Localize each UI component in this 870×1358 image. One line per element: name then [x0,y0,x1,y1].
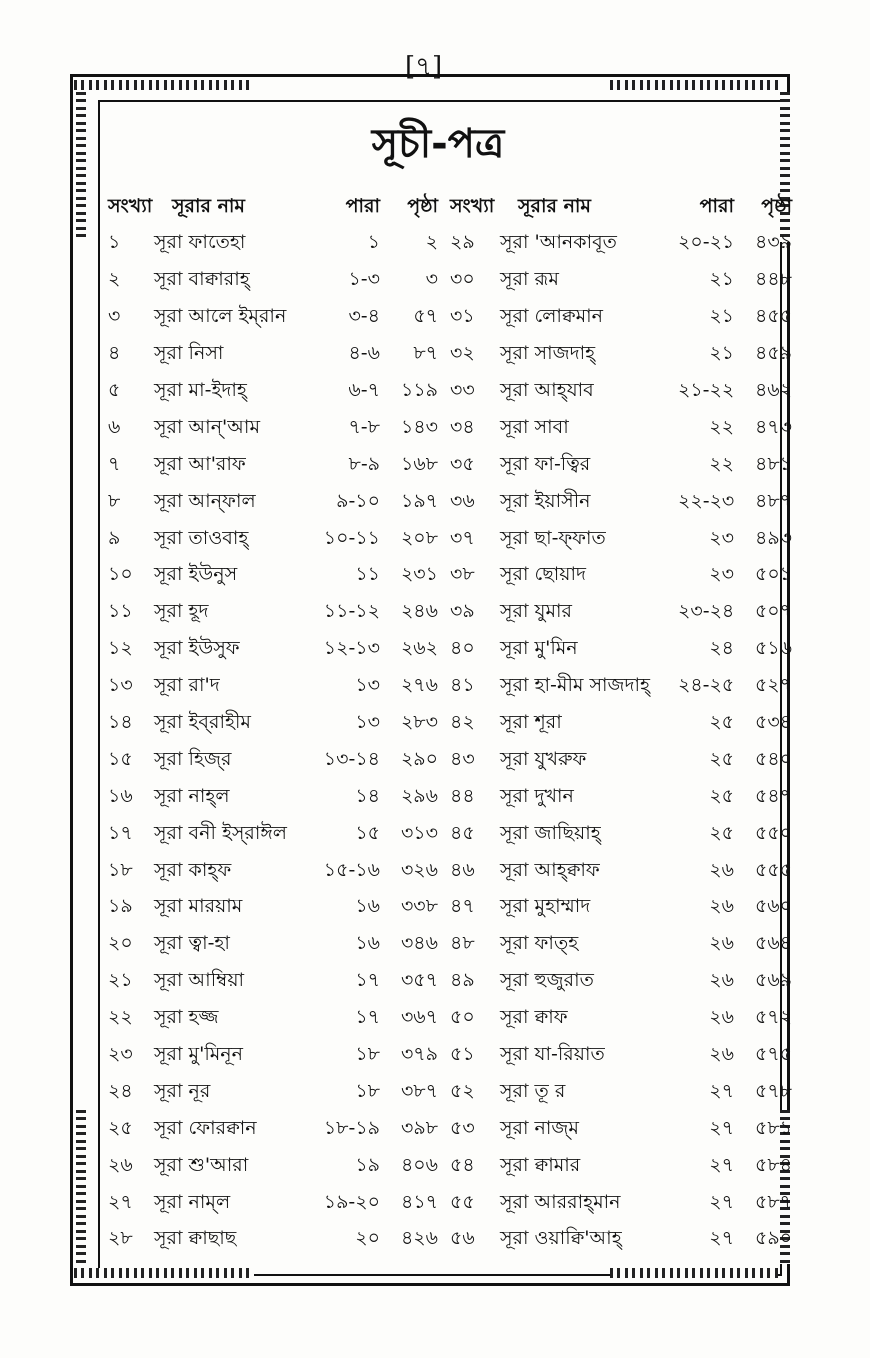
page-value: ৫৬৪ [754,932,792,955]
surah-number: ২৬ [108,1153,133,1176]
surah-name: সূরা হা-মীম সাজদাহ্ [500,674,651,697]
page-value: ৩১৩ [400,821,438,844]
surah-number: ৫৬ [450,1227,475,1250]
surah-name: সূরা ফাতেহা [154,231,246,254]
page-value: ৫৩৪ [754,711,792,734]
surah-name: সূরা ক্বাফ [500,1006,568,1029]
surah-name: সূরা দুখান [500,784,574,807]
surah-number: ১৯ [108,895,133,918]
surah-number: ১৬ [108,784,133,807]
para-value: ২১-২২ [678,379,735,401]
para-value: ১৭ [355,1006,380,1029]
surah-name: সূরা ক্বাছাছ [154,1227,237,1250]
para-value: ১৩ [355,711,380,734]
para-value: ৯-১০ [336,489,380,512]
surah-name: সূরা শূরা [500,711,562,734]
table-row [104,1148,792,1185]
para-value: ১৫ [355,821,380,844]
para-value: ১১ [355,563,380,586]
page-value: ৫৭৮ [754,1079,792,1102]
surah-number: ১৮ [108,858,133,881]
surah-name: সূরা ছা-ফ্‌ফাত [500,526,606,549]
surah-number: ১০ [108,563,133,586]
decorative-border-bottom-right [610,1268,778,1278]
surah-number: ৯ [108,526,121,549]
para-value: ৮-৯ [348,452,380,475]
page-value: ৪৫৫ [755,305,792,328]
page-value: ২৭৬ [400,674,438,697]
para-value: ১৬ [355,932,380,955]
para-value: ২৬ [709,969,734,992]
page-value: ৫৬৯ [754,969,792,992]
header-para: পারা [699,195,734,217]
surah-name: সূরা মা-ইদাহ্ [154,379,247,401]
header-number: সংখ্যা [450,195,495,217]
decorative-border-top-left [74,80,254,90]
page-value: ৪৭৩ [754,415,792,438]
page-value: ৫৯০ [754,1227,792,1250]
surah-number: ৫৫ [450,1190,475,1213]
header-para: পারা [345,195,380,217]
page-value: ৫৫০ [754,821,792,844]
para-value: ২৫ [709,747,734,770]
surah-number: ৪৫ [450,821,475,844]
header-surah-name: সূরার নাম [518,195,591,217]
surah-number: ৩৩ [450,379,475,401]
page-value: ৪৬২ [754,379,792,401]
table-row [104,779,792,816]
surah-name: সূরা আম্বিয়া [154,969,245,992]
table-row [104,706,792,743]
para-value: ১১-১২ [323,600,380,623]
surah-name: সূরা লোক্বমান [500,305,603,328]
surah-number: ২১ [108,969,133,992]
page-value: ২৯৬ [400,784,438,807]
page-value: ৪৫৯ [755,342,792,365]
surah-name: সূরা সাজদাহ্ [500,342,596,365]
para-value: ২৭ [709,1116,734,1139]
surah-number: ১৭ [108,821,133,844]
surah-name: সূরা কাহ্‌ফ [154,858,232,881]
para-value: ২৫ [709,784,734,807]
table-header-row [104,190,792,226]
page-value: ৫৭২ [754,1006,792,1029]
table-row [104,816,792,853]
surah-name: সূরা সাবা [500,415,569,438]
surah-number: ২৪ [108,1079,133,1102]
surah-name: সূরা আ'রাফ [154,452,246,475]
para-value: ২০ [355,1227,380,1250]
surah-name: সূরা আহ্‌যাব [500,379,594,401]
surah-number: ২৫ [108,1116,133,1139]
surah-number: ১৫ [108,747,133,770]
para-value: ৩-৪ [348,305,380,328]
surah-number: ২৮ [108,1227,133,1250]
page-value: ৩৮৭ [400,1079,438,1102]
table-row [104,521,792,558]
page-value: ৫৭৫ [754,1043,792,1066]
surah-number: ৬ [108,415,121,438]
surah-name: সূরা হুজুরাত [500,969,594,992]
para-value: ২৫ [709,711,734,734]
surah-number: ৫২ [450,1079,475,1102]
surah-number: ৭ [108,452,121,475]
surah-name: সূরা ছোয়াদ [500,563,586,586]
page-value: ৪৩৯ [754,231,792,254]
table-row [104,595,792,632]
surah-name: সূরা ইউসুফ [154,637,240,660]
surah-number: ৫০ [450,1006,475,1029]
table-row [104,853,792,890]
page-value: ৫০৭ [754,600,792,623]
surah-name: সূরা যুমার [500,600,573,623]
surah-name: সূরা হূদ [154,600,209,623]
surah-number: ৪৬ [450,858,475,881]
surah-name: সূরা মুহাম্মাদ [500,895,591,918]
table-row [104,890,792,927]
page-value: ২ [425,231,438,254]
surah-number: ৩১ [450,305,475,328]
surah-name: সূরা ক্বামার [500,1153,581,1176]
page-value: ৫১৬ [754,637,792,660]
surah-number: ১ [108,231,121,254]
page-value: ২৪৬ [400,600,438,623]
table-of-contents [104,190,792,1259]
table-row [104,1001,792,1038]
para-value: ২৭ [709,1079,734,1102]
surah-number: ৪৯ [450,969,475,992]
page-value: ৫৬০ [754,895,792,918]
surah-number: ৪০ [450,637,475,660]
para-value: ২৭ [709,1153,734,1176]
surah-number: ৩৬ [450,489,475,512]
surah-name: সূরা ফোরক্বান [154,1116,257,1139]
surah-name: সূরা আলে ইম্‌রান [154,305,287,328]
para-value: ২১ [709,268,734,291]
page-value: ৪৯৩ [754,526,792,549]
page-value: ৪০৬ [400,1153,438,1176]
surah-number: ৩৭ [450,526,475,549]
para-value: ১৭ [355,969,380,992]
para-value: ১ [367,231,380,254]
page-number: [৭] [405,52,443,82]
page-value: ২৬২ [400,637,438,660]
para-value: ২৬ [709,858,734,881]
surah-name: সূরা বাক্বারাহ্ [154,268,250,291]
surah-number: ৪৩ [450,747,475,770]
page-value: ৩৯৮ [400,1116,438,1139]
page-value: ৫৪০ [754,747,792,770]
surah-number: ৪৮ [450,932,475,955]
para-value: ২৪-২৫ [678,674,735,697]
para-value: ১৩ [355,674,380,697]
surah-number: ২৩ [108,1043,133,1066]
surah-name: সূরা শু'আরা [154,1153,249,1176]
para-value: ৬-৭ [348,379,380,401]
para-value: ২৫ [709,821,734,844]
surah-number: ২৭ [108,1190,133,1213]
table-body [104,226,792,1259]
page-value: ২৯০ [400,747,438,770]
surah-number: ১৪ [108,711,133,734]
table-row [104,1185,792,1222]
page-value: ২৩১ [400,563,438,586]
page-value: ১১৯ [401,379,438,401]
page-value: ১৯৭ [400,489,438,512]
surah-name: সূরা হজ্জ [154,1006,219,1029]
table-row [104,300,792,337]
header-number: সংখ্যা [108,195,153,217]
page-value: ৮৭ [413,342,438,365]
surah-number: ৪ [108,342,121,365]
surah-name: সূরা মু'মিনূন [154,1043,243,1066]
page-value: ৫৫৫ [755,858,792,881]
page-value: ৪৪৮ [755,268,792,291]
table-row [104,632,792,669]
para-value: ১৯ [355,1153,380,1176]
surah-name: সূরা ইয়াসীন [500,489,591,512]
header-surah-name: সূরার নাম [172,195,245,217]
surah-number: ৩ [108,305,121,328]
page-value: ৩ [425,268,438,291]
table-row [104,484,792,521]
para-value: ১৯-২০ [323,1190,380,1213]
surah-number: ৫ [108,379,121,401]
surah-name: সূরা ত্বা-হা [154,932,230,955]
surah-number: ১২ [108,637,133,660]
surah-name: সূরা আন্'আম [154,415,260,438]
surah-number: ৩৯ [450,600,475,623]
surah-name: সূরা 'আনকাবূত [500,231,617,254]
surah-name: সূরা যুখরুফ [500,747,587,770]
decorative-border-top-right [610,80,778,90]
surah-name: সূরা নাহ্‌ল [154,784,230,807]
decorative-border-left-top [76,92,86,242]
page-value: ৪৮১ [755,452,792,475]
page-value: ৫৭ [413,305,438,328]
para-value: ১৬ [355,895,380,918]
page-value: ৩৩৮ [400,895,438,918]
para-value: ২১ [709,342,734,365]
para-value: ২১ [709,305,734,328]
header-page: পৃষ্ঠা [407,195,438,217]
para-value: ১৪ [355,784,380,807]
para-value: ২২ [709,415,734,438]
table-row [104,558,792,595]
surah-number: ৪৪ [450,784,475,807]
surah-number: ৪২ [450,711,475,734]
para-value: ১-৩ [348,268,380,291]
surah-name: সূরা তূ র [500,1079,566,1102]
page-value: ২৮৩ [400,711,438,734]
para-value: ৭-৮ [348,415,380,438]
surah-name: সূরা ফা-ত্বির [500,452,591,475]
para-value: ২৬ [709,1006,734,1029]
page-value: ১৬৮ [400,452,438,475]
decorative-border-left-bottom [76,1110,86,1264]
para-value: ২৬ [709,932,734,955]
para-value: ২৩ [709,526,734,549]
para-value: ২৬ [709,895,734,918]
page-value: ৩৭৯ [400,1043,438,1066]
table-row [104,1111,792,1148]
surah-name: সূরা বনী ইস্‌রাঈল [154,821,287,844]
table-row [104,374,792,411]
table-row [104,964,792,1001]
page-value: ৪২৬ [400,1227,438,1250]
page-value: ৩৫৭ [400,969,438,992]
table-row [104,742,792,779]
header-page: পৃষ্ঠা [761,195,792,217]
page-value: ৫২৭ [754,674,792,697]
surah-name: সূরা আররাহ্‌মান [500,1190,621,1213]
table-row [104,1074,792,1111]
surah-number: ৪৭ [450,895,475,918]
para-value: ২৪ [709,637,734,660]
table-row [104,337,792,374]
page-value: ৩৪৬ [400,932,438,955]
surah-number: ৩০ [450,268,475,291]
page-value: ৪১৭ [400,1190,438,1213]
surah-name: সূরা আন্‌ফাল [154,489,256,512]
surah-number: ২২ [108,1006,133,1029]
surah-name: সূরা ফাত্‌হ [500,932,579,955]
page-title: সূচী-পত্র [371,121,505,167]
surah-name: সূরা ইব্‌রাহীম [154,711,251,734]
page-value: ৫৪৭ [754,784,792,807]
surah-name: সূরা হিজ্‌র [154,747,232,770]
table-row [104,263,792,300]
surah-name: সূরা তাওবাহ্ [154,526,249,549]
surah-name: সূরা রা'দ [154,674,220,697]
page-value: ২০৮ [400,526,438,549]
surah-name: সূরা ওয়াক্বি'আহ্ [500,1227,622,1250]
table-row [104,410,792,447]
page-value: ৫৮৪ [755,1153,792,1176]
para-value: ১৩-১৪ [323,747,380,770]
decorative-border-bottom-left [74,1268,254,1278]
surah-name: সূরা মু'মিন [500,637,578,660]
surah-name: সূরা নিসা [154,342,224,365]
surah-name: সূরা নাম্‌ল [154,1190,231,1213]
para-value: ১৫-১৬ [323,858,380,881]
page-value: ৫৮১ [755,1116,792,1139]
page-value: ১৪৩ [400,415,438,438]
para-value: ১৮ [355,1043,380,1066]
surah-number: ৩৮ [450,563,475,586]
table-row [104,1222,792,1259]
para-value: ১২-১৩ [323,637,380,660]
table-row [104,1038,792,1075]
surah-number: ৪১ [450,674,475,697]
surah-name: সূরা মারয়াম [154,895,243,918]
para-value: ১০-১১ [323,526,380,549]
surah-name: সূরা রূম [500,268,559,291]
para-value: ১৮ [355,1079,380,1102]
surah-number: ৫৪ [450,1153,475,1176]
para-value: ২৭ [709,1190,734,1213]
surah-number: ১১ [108,600,133,623]
page-value: ৩৬৭ [400,1006,438,1029]
surah-name: সূরা জাছিয়াহ্ [500,821,601,844]
para-value: ২৭ [709,1227,734,1250]
surah-name: সূরা নাজ্‌ম [500,1116,579,1139]
para-value: ২২-২৩ [678,489,735,512]
table-row [104,927,792,964]
surah-number: ৫৩ [450,1116,475,1139]
surah-number: ৮ [108,489,121,512]
surah-number: ১৩ [108,674,133,697]
para-value: ৪-৬ [348,342,380,365]
surah-name: সূরা ইউনুস [154,563,238,586]
page-value: ৫৮৭ [754,1190,792,1213]
surah-number: ৩৫ [450,452,475,475]
surah-number: ৩২ [450,342,475,365]
table-row [104,447,792,484]
surah-number: ৩৪ [450,415,475,438]
surah-name: সূরা আহ্‌ক্বাফ [500,858,600,881]
para-value: ২৩ [709,563,734,586]
page-value: ৩২৬ [400,858,438,881]
table-row [104,669,792,706]
page-value: ৫০১ [754,563,792,586]
surah-name: সূরা যা-রিয়াত [500,1043,605,1066]
para-value: ২৩-২৪ [678,600,735,623]
surah-number: ৫১ [450,1043,475,1066]
surah-number: ২ [108,268,121,291]
page-value: ৪৮৭ [754,489,792,512]
surah-number: ২০ [108,932,133,955]
para-value: ১৮-১৯ [323,1116,380,1139]
para-value: ২২ [709,452,734,475]
table-row [104,226,792,263]
para-value: ২০-২১ [678,231,735,254]
para-value: ২৬ [709,1043,734,1066]
surah-number: ২৯ [450,231,475,254]
surah-name: সূরা নূর [154,1079,211,1102]
